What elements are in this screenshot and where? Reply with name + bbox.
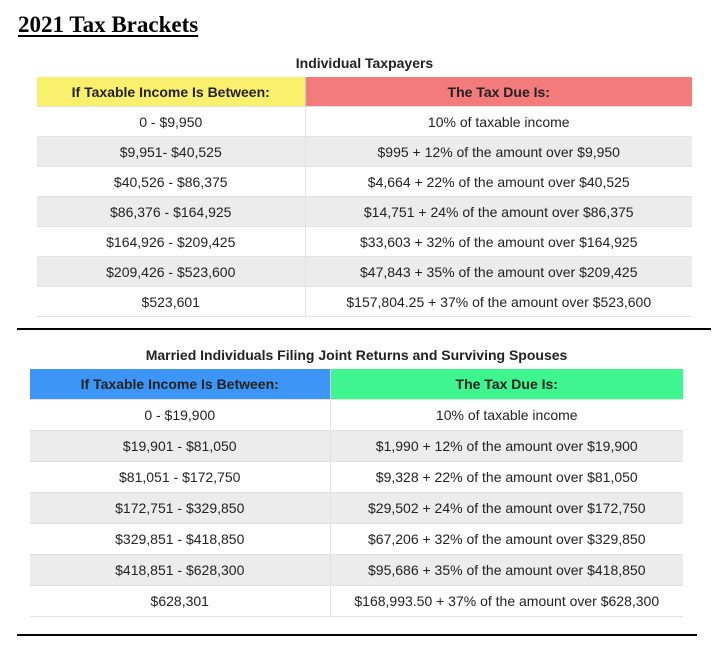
tax-due-cell: 10% of taxable income	[330, 400, 683, 431]
income-range-cell: $86,376 - $164,925	[37, 197, 305, 227]
income-range-cell: $9,951- $40,525	[37, 137, 305, 167]
table-row	[30, 524, 683, 555]
income-range-cell: $81,051 - $172,750	[30, 462, 330, 493]
tax-due-cell: $1,990 + 12% of the amount over $19,900	[330, 431, 683, 462]
table-row	[30, 462, 683, 493]
income-range-cell: $19,901 - $81,050	[30, 431, 330, 462]
table-row	[30, 555, 683, 586]
table-row	[37, 287, 692, 317]
table-row	[37, 197, 692, 227]
individual-tax-table	[37, 77, 692, 317]
tax-due-cell: $33,603 + 32% of the amount over $164,925	[305, 227, 692, 257]
income-range-cell: 0 - $9,950	[37, 107, 305, 137]
married-tax-table	[30, 369, 683, 617]
tax-due-cell: $67,206 + 32% of the amount over $329,850	[330, 524, 683, 555]
income-range-cell: $329,851 - $418,850	[30, 524, 330, 555]
tax-due-cell: $29,502 + 24% of the amount over $172,750	[330, 493, 683, 524]
income-range-cell: $40,526 - $86,375	[37, 167, 305, 197]
income-range-cell: $628,301	[30, 586, 330, 617]
table-row	[37, 167, 692, 197]
income-range-cell: $164,926 - $209,425	[37, 227, 305, 257]
section-divider	[17, 634, 697, 636]
table-row	[37, 107, 692, 137]
tax-due-cell: $14,751 + 24% of the amount over $86,375	[305, 197, 692, 227]
tax-due-cell: 10% of taxable income	[305, 107, 692, 137]
tax-due-cell: $168,993.50 + 37% of the amount over $628,300	[330, 586, 683, 617]
table-row	[37, 137, 692, 167]
income-range-cell: $418,851 - $628,300	[30, 555, 330, 586]
tax-due-cell: $4,664 + 22% of the amount over $40,525	[305, 167, 692, 197]
table-row	[30, 431, 683, 462]
income-range-header: If Taxable Income Is Between:	[30, 369, 330, 400]
table-row	[37, 257, 692, 287]
income-range-cell: $172,751 - $329,850	[30, 493, 330, 524]
table-row	[37, 227, 692, 257]
income-range-header: If Taxable Income Is Between:	[37, 77, 305, 107]
income-range-cell: $523,601	[37, 287, 305, 317]
table-row	[30, 400, 683, 431]
married-filing-jointly-section	[30, 343, 683, 617]
income-range-cell: 0 - $19,900	[30, 400, 330, 431]
tax-due-cell: $157,804.25 + 37% of the amount over $523,600	[305, 287, 692, 317]
tax-due-header: The Tax Due Is:	[305, 77, 692, 107]
tax-due-cell: $95,686 + 35% of the amount over $418,850	[330, 555, 683, 586]
page-title: 2021 Tax Brackets	[18, 12, 199, 37]
table-header-row	[37, 77, 692, 107]
married-table-title: Married Individuals Filing Joint Returns and Surviving Spouses	[145, 347, 568, 363]
individual-table-title: Individual Taxpayers	[295, 55, 434, 71]
individual-taxpayers-section	[37, 50, 692, 317]
section-divider	[17, 328, 711, 330]
tax-due-cell: $47,843 + 35% of the amount over $209,425	[305, 257, 692, 287]
tax-due-header: The Tax Due Is:	[330, 369, 683, 400]
tax-due-cell: $9,328 + 22% of the amount over $81,050	[330, 462, 683, 493]
table-header-row	[30, 369, 683, 400]
table-row	[30, 493, 683, 524]
income-range-cell: $209,426 - $523,600	[37, 257, 305, 287]
table-row	[30, 586, 683, 617]
tax-due-cell: $995 + 12% of the amount over $9,950	[305, 137, 692, 167]
